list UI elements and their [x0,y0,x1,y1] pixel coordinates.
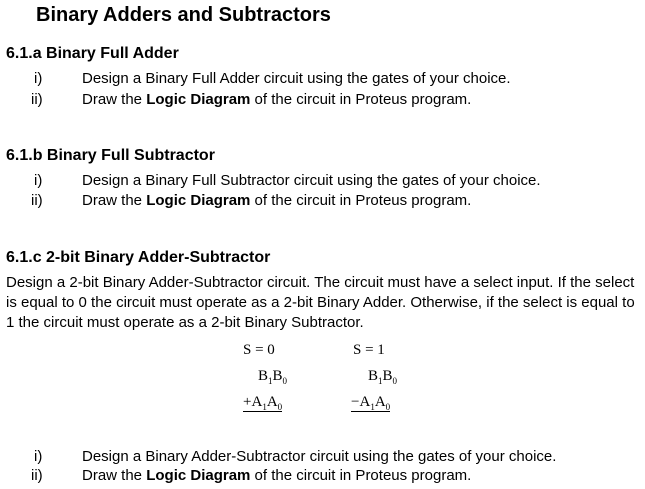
section-a-item-1-text: Design a Binary Full Adder circuit using the gates of your choice. [82,70,511,87]
logic-diagram-emphasis: Logic Diagram [146,467,251,484]
section-c-item-1-marker: i) [34,448,43,465]
section-c-item-1-text: Design a Binary Adder-Subtractor circuit using the gates of your choice. [82,448,557,465]
section-b-item-2-marker: ii) [31,192,43,209]
select-1-label: S = 1 [353,342,385,358]
section-c-item-2-marker: ii) [31,467,43,484]
section-a-item-2-marker: ii) [31,91,43,108]
logic-diagram-emphasis: Logic Diagram [146,192,251,209]
section-b-heading: 6.1.b Binary Full Subtractor [6,147,215,164]
section-c-paragraph: Design a 2-bit Binary Adder-Subtractor circuit. The circuit must have a select input. If the select is equal to 0 the circuit must operate as a 2-bit Binary Adder. Otherwise, if the select is equal to 1 the circuit must operate as a 2-bit Binary Subtractor. [6,274,635,331]
section-b-item-1-marker: i) [34,172,43,189]
logic-diagram-emphasis: Logic Diagram [146,91,251,108]
right-operand-bottom: $-A_1A_0$ [351,394,391,412]
section-c-heading: 6.1.c 2-bit Binary Adder-Subtractor [6,249,271,266]
left-operand-bottom: $+A_1A_0$ [243,394,283,412]
section-a-item-2-text: Draw the Logic Diagram of the circuit in Proteus program. [82,91,472,108]
section-b-item-1-text: Design a Binary Full Subtractor circuit using the gates of your choice. [82,172,541,189]
select-0-label: S = 0 [243,342,275,358]
section-b-item-2-text: Draw the Logic Diagram of the circuit in Proteus program. [82,192,472,209]
right-operand-top: $B_1B_0$ [368,368,398,386]
page-title: Binary Adders and Subtractors [36,4,331,26]
section-c-item-2-text: Draw the Logic Diagram of the circuit in Proteus program. [82,467,472,484]
section-a-item-1-marker: i) [34,70,43,87]
left-operand-top: $B_1B_0$ [258,368,288,386]
section-a-heading: 6.1.a Binary Full Adder [6,45,179,62]
